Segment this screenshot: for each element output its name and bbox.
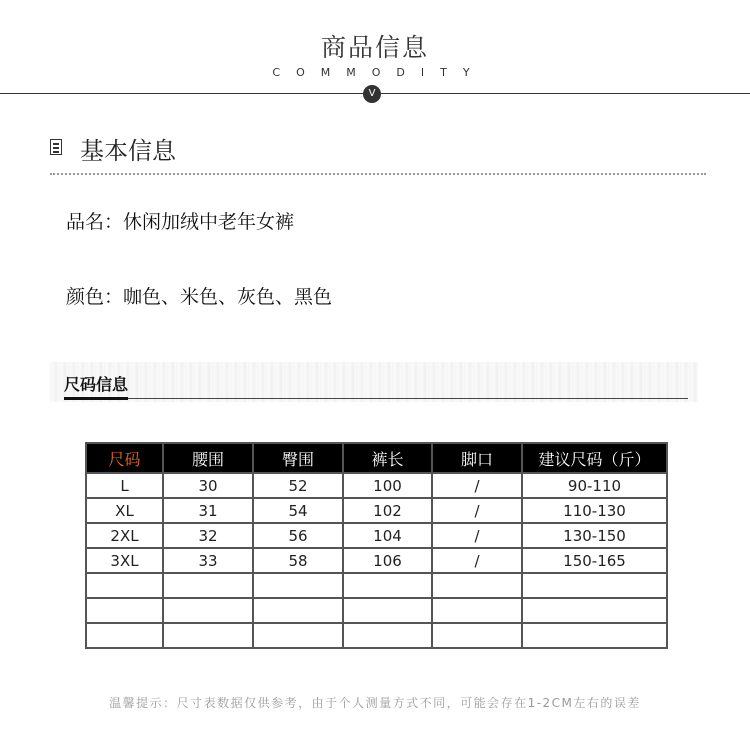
table-cell: 110-130 (522, 498, 667, 523)
page-subtitle: COMMODITY (272, 66, 486, 79)
table-cell (432, 573, 522, 598)
table-cell: 33 (163, 548, 253, 573)
table-cell: 104 (343, 523, 432, 548)
product-name: 品名：休闲加绒中老年女裤 (66, 211, 295, 233)
size-section-band (50, 362, 698, 402)
table-cell: 106 (343, 548, 432, 573)
size-table-header (86, 443, 667, 473)
size-info-title: 尺码信息 (64, 375, 129, 394)
table-cell (163, 598, 253, 623)
table-cell: 2XL (86, 523, 163, 548)
header-hem: 脚口 (432, 443, 522, 473)
table-cell (522, 598, 667, 623)
header-waist: 腰围 (163, 443, 253, 473)
chevron-down-icon: V (363, 85, 381, 103)
table-cell: 3XL (86, 548, 163, 573)
table-row (86, 498, 667, 523)
table-cell: 102 (343, 498, 432, 523)
table-row (86, 573, 667, 598)
table-cell (86, 623, 163, 648)
table-cell (86, 598, 163, 623)
table-cell: 31 (163, 498, 253, 523)
table-cell (522, 623, 667, 648)
table-cell: 30 (163, 473, 253, 498)
table-cell: 52 (253, 473, 343, 498)
table-cell: 100 (343, 473, 432, 498)
table-cell (432, 598, 522, 623)
product-colors: 颜色：咖色、米色、灰色、黑色 (66, 286, 333, 308)
table-row (86, 598, 667, 623)
table-cell: / (432, 498, 522, 523)
size-note: 温馨提示：尺寸表数据仅供参考，由于个人测量方式不同，可能会存在1-2CM左右的误差 (109, 696, 641, 710)
table-cell: XL (86, 498, 163, 523)
header-hip: 臀围 (253, 443, 343, 473)
header-recommended: 建议尺码（斤） (522, 443, 667, 473)
table-cell: L (86, 473, 163, 498)
table-row (86, 523, 667, 548)
table-cell (163, 573, 253, 598)
size-section-rule (64, 398, 688, 399)
table-cell (253, 598, 343, 623)
size-title-underline (64, 397, 128, 400)
page-title: 商品信息 (320, 33, 429, 62)
table-row (86, 473, 667, 498)
table-cell (522, 573, 667, 598)
table-cell: 90-110 (522, 473, 667, 498)
table-row (86, 623, 667, 648)
table-cell (432, 623, 522, 648)
table-cell (253, 573, 343, 598)
table-row (86, 548, 667, 573)
header-size: 尺码 (86, 443, 163, 473)
dotted-divider (50, 173, 706, 175)
basic-info-title: 基本信息 (80, 137, 176, 165)
table-cell: / (432, 548, 522, 573)
table-cell (253, 623, 343, 648)
table-cell: 130-150 (522, 523, 667, 548)
table-cell: 150-165 (522, 548, 667, 573)
document-icon (50, 139, 62, 155)
size-table (85, 442, 668, 649)
table-cell: 32 (163, 523, 253, 548)
table-cell: 54 (253, 498, 343, 523)
table-cell: 58 (253, 548, 343, 573)
table-cell (343, 598, 432, 623)
table-cell (86, 573, 163, 598)
table-cell (343, 623, 432, 648)
table-cell (343, 573, 432, 598)
table-cell: / (432, 473, 522, 498)
table-cell (163, 623, 253, 648)
table-cell: / (432, 523, 522, 548)
header-length: 裤长 (343, 443, 432, 473)
table-cell: 56 (253, 523, 343, 548)
